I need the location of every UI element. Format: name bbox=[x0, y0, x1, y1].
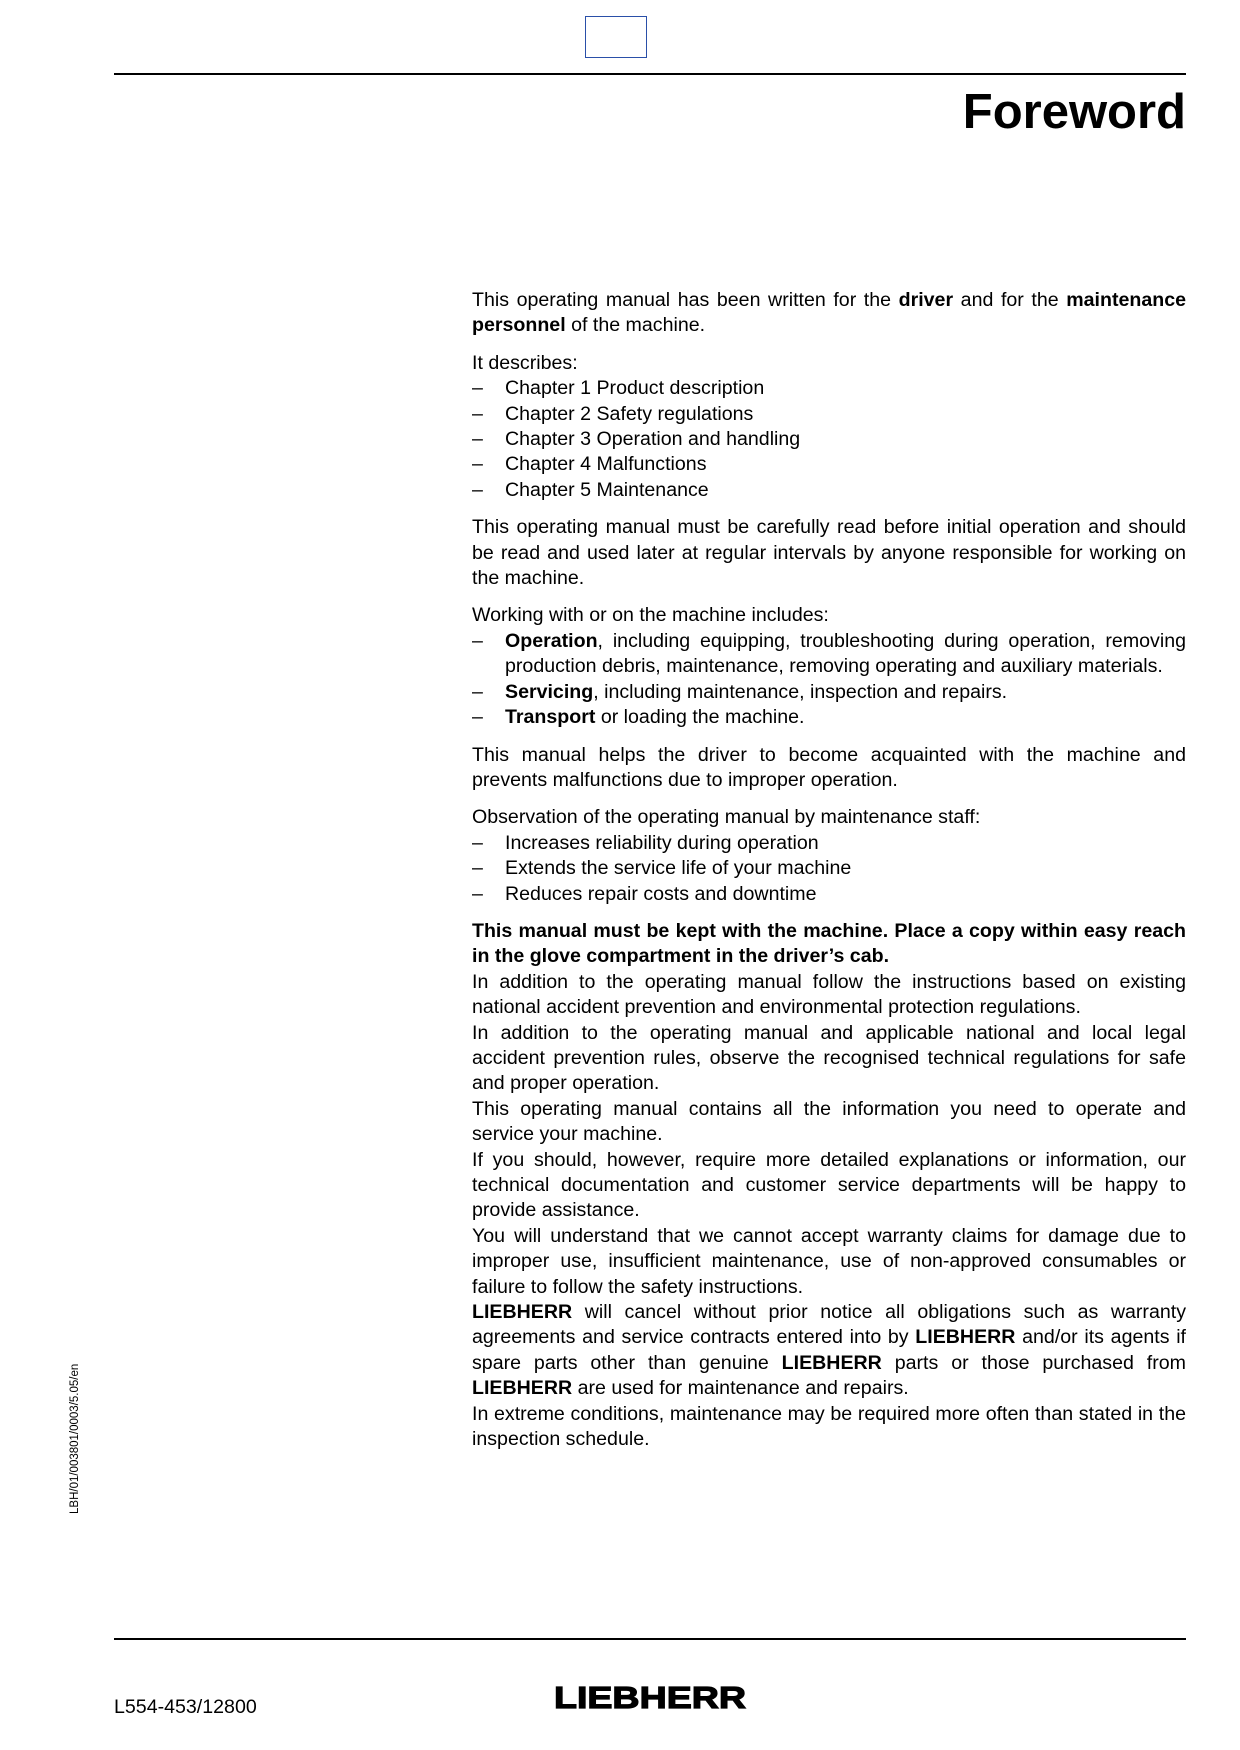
intro-text-1: This operating manual has been written for the bbox=[472, 289, 899, 311]
chapter-item-text: Chapter 3 Operation and handling bbox=[505, 428, 801, 451]
keep-with-machine-text: This manual must be kept with the machine. Place a copy within easy reach in the glove compartment in the driver’s cab. bbox=[472, 919, 1186, 968]
observation-label: Observation of the operating manual by maintenance staff: bbox=[472, 806, 981, 829]
chapter-item-text: Chapter 2 Safety regulations bbox=[505, 402, 754, 425]
chapter-item-text: Chapter 1 Product description bbox=[505, 377, 765, 400]
document-side-code: LBH/01/003801/0003/5.05/en bbox=[69, 1363, 81, 1514]
cancel-text-4: are used for maintenance and repairs. bbox=[572, 1377, 909, 1400]
observation-item-text: Reduces repair costs and downtime bbox=[505, 882, 817, 905]
list-item: – Chapter 1 Product description bbox=[472, 377, 765, 400]
brand-name: LIEBHERR bbox=[472, 1301, 573, 1324]
list-item: – Chapter 2 Safety regulations bbox=[472, 402, 754, 425]
observation-item-text: Increases reliability during operation bbox=[505, 831, 819, 854]
intro-text-3: of the machine. bbox=[565, 314, 706, 337]
extreme-conditions-paragraph: In extreme conditions, maintenance may be required more often than stated in the inspection schedule. bbox=[472, 1402, 1186, 1451]
helps-paragraph: This manual helps the driver to become acquainted with the machine and prevents malfunctions due to improper operation. bbox=[472, 743, 1186, 791]
cancel-text-3: parts or those purchased from bbox=[881, 1351, 1186, 1374]
document-number: L554-453/12800 bbox=[114, 1696, 257, 1718]
page-title: Foreword bbox=[962, 85, 1186, 139]
read-before-paragraph: This operating manual must be carefully read before initial operation and should be read and used later at regular intervals by anyone responsible for working on the machine. bbox=[472, 516, 1186, 590]
cancel-text-1: will cancel without prior notice all obligations such as warranty agreements and service contracts entered into by bbox=[472, 1301, 1186, 1349]
page-number-box bbox=[585, 16, 647, 58]
working-list bbox=[472, 629, 1186, 731]
intro-paragraph bbox=[472, 288, 1186, 339]
working-label: Working with or on the machine includes: bbox=[472, 604, 829, 627]
header-rule bbox=[114, 73, 1186, 75]
working-text: or loading the machine. bbox=[595, 706, 805, 729]
intro-maintenance-personnel: maintenance personnel bbox=[472, 289, 1187, 337]
footer-rule bbox=[114, 1638, 1186, 1640]
working-term: Servicing bbox=[505, 680, 594, 703]
list-item: – Chapter 5 Maintenance bbox=[472, 478, 709, 501]
chapter-list bbox=[472, 376, 1186, 503]
chapter-item-text: Chapter 4 Malfunctions bbox=[505, 453, 707, 476]
observation-item-text: Extends the service life of your machine bbox=[505, 857, 852, 880]
describes-label: It describes: bbox=[472, 351, 578, 374]
list-item: – Chapter 3 Operation and handling bbox=[472, 428, 801, 451]
list-item: – Extends the service life of your machine bbox=[472, 857, 852, 880]
brand-name: LIEBHERR bbox=[472, 1377, 573, 1400]
list-item: – Transport or loading the machine. bbox=[472, 706, 805, 729]
assistance-paragraph: If you should, however, require more detailed explanations or information, our technical documentation and customer service departments will be happy to provide assistance. bbox=[472, 1148, 1186, 1222]
observation-list bbox=[472, 831, 1186, 907]
warranty-paragraph: You will understand that we cannot accept warranty claims for damage due to improper use, insufficient maintenance, use of non-approved consumables or failure to follow the safety instructions. bbox=[472, 1224, 1186, 1298]
observe-regulations-paragraph: In addition to the operating manual and applicable national and local legal accident prevention rules, observe the recognised technical regulations for safe and proper operation. bbox=[472, 1021, 1186, 1095]
working-text: , including maintenance, inspection and repairs. bbox=[593, 680, 1008, 703]
main-content bbox=[472, 288, 1186, 1452]
list-item: – Chapter 4 Malfunctions bbox=[472, 453, 707, 476]
contains-info-paragraph: This operating manual contains all the information you need to operate and service your machine. bbox=[472, 1097, 1186, 1146]
working-term: Operation bbox=[505, 629, 598, 652]
list-item: – Operation, including equipping, troubleshooting during operation, removing production debris, maintenance, removing operating and auxiliary materials. bbox=[472, 629, 1186, 678]
brand-name: LIEBHERR bbox=[915, 1326, 1016, 1349]
logo-text: LIEBHERR bbox=[554, 1682, 746, 1714]
keep-with-machine-notice bbox=[472, 919, 1186, 970]
working-text: , including equipping, troubleshooting during operation, removing production debris, maintenance, removing operating and auxiliary materials. bbox=[505, 629, 1186, 678]
working-term: Transport bbox=[505, 706, 596, 729]
liebherr-logo bbox=[552, 1682, 748, 1714]
list-item: – Servicing, including maintenance, inspection and repairs. bbox=[472, 680, 1008, 703]
list-item: – Reduces repair costs and downtime bbox=[472, 882, 817, 905]
intro-driver: driver bbox=[898, 289, 954, 311]
brand-name: LIEBHERR bbox=[781, 1351, 882, 1374]
cancel-text-2: and/or its agents if spare parts other than genuine bbox=[472, 1326, 1186, 1374]
cancel-paragraph bbox=[472, 1300, 1186, 1402]
follow-instructions-paragraph: In addition to the operating manual follow the instructions based on existing national accident prevention and environmental protection regulations. bbox=[472, 970, 1186, 1019]
chapter-item-text: Chapter 5 Maintenance bbox=[505, 478, 709, 501]
list-item: – Increases reliability during operation bbox=[472, 831, 819, 854]
intro-text-2: and for the bbox=[953, 289, 1067, 311]
